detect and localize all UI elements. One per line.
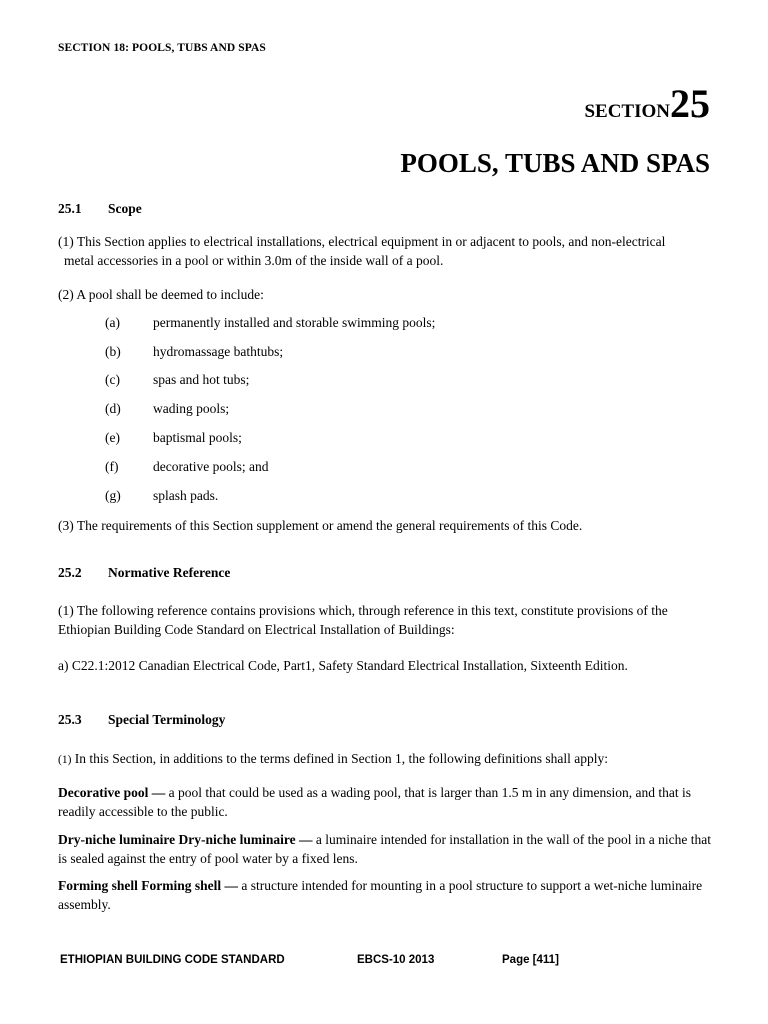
- scope-paragraph-3: (3) The requirements of this Section supplement or amend the general requirements of this Code.: [58, 518, 583, 533]
- section-number: 25: [670, 81, 710, 126]
- definition-text: a structure intended for mounting in a pool structure to support a wet-niche luminaire assembly.: [58, 878, 703, 912]
- list-item: (f) decorative pools; and: [105, 459, 269, 474]
- scope-paragraph-2: (2) A pool shall be deemed to include:: [58, 287, 264, 302]
- scope-p1-line2: metal accessories in a pool or within 3.0m of the inside wall of a pool.: [64, 253, 444, 268]
- running-header: SECTION 18: POOLS, TUBS AND SPAS: [58, 42, 266, 54]
- list-item: (d) wading pools;: [105, 401, 230, 416]
- list-item: (c) spas and hot tubs;: [105, 372, 250, 387]
- heading-special-terminology: [58, 712, 225, 728]
- list-item: (g) splash pads.: [105, 488, 219, 503]
- normative-paragraph-1: (1) The following reference contains provisions which, through reference in this text, constitute provisions of the Ethiopian Building Code Standard on Electrical Installation of Buildings:: [58, 603, 668, 637]
- section-word: SECTION: [584, 101, 670, 122]
- definition-term: Decorative pool —: [58, 785, 166, 800]
- definition-text: a luminaire intended for installation in the wall of the pool in a niche that is sealed against the entry of pool water by a fixed lens.: [58, 832, 711, 866]
- footer-standard-code: EBCS-10 2013: [357, 954, 435, 966]
- definition-forming-shell: [58, 876, 711, 914]
- list-item: (e) baptismal pools;: [105, 430, 242, 445]
- heading-text: Scope: [108, 201, 142, 216]
- definition-text: a pool that could be used as a wading pool, that is larger than 1.5 m in any dimension, and that is readily accessible to the public.: [58, 785, 692, 819]
- heading-number: 25.2: [58, 565, 82, 580]
- footer-page-number: Page [411]: [502, 954, 559, 966]
- section-label: [584, 81, 710, 126]
- heading-number: 25.1: [58, 201, 82, 216]
- definition-term: Forming shell Forming shell —: [58, 878, 238, 893]
- terminology-paragraph-1: (1) In this Section, in additions to the terms defined in Section 1, the following definitions shall apply:: [58, 751, 608, 766]
- heading-scope: [58, 201, 142, 217]
- normative-reference-item: a) C22.1:2012 Canadian Electrical Code, Part1, Safety Standard Electrical Installation, Sixteenth Edition.: [58, 658, 628, 673]
- footer-standard-name: ETHIOPIAN BUILDING CODE STANDARD: [60, 954, 285, 966]
- heading-number: 25.3: [58, 712, 82, 727]
- list-item: (b) hydromassage bathtubs;: [105, 344, 284, 359]
- definition-dry-niche-luminaire: [58, 830, 711, 868]
- list-item: (a) permanently installed and storable swimming pools;: [105, 315, 436, 330]
- chapter-title: POOLS, TUBS AND SPAS: [400, 148, 710, 178]
- definition-decorative-pool: [58, 783, 711, 821]
- definition-term: Dry-niche luminaire Dry-niche luminaire —: [58, 832, 313, 847]
- scope-p1-line1: (1) This Section applies to electrical installations, electrical equipment in or adjacent to pools, and non-electrical: [58, 234, 666, 249]
- heading-text: Normative Reference: [108, 565, 231, 580]
- heading-text: Special Terminology: [108, 712, 226, 727]
- heading-normative-reference: [58, 565, 230, 581]
- scope-paragraph-1: [58, 232, 711, 270]
